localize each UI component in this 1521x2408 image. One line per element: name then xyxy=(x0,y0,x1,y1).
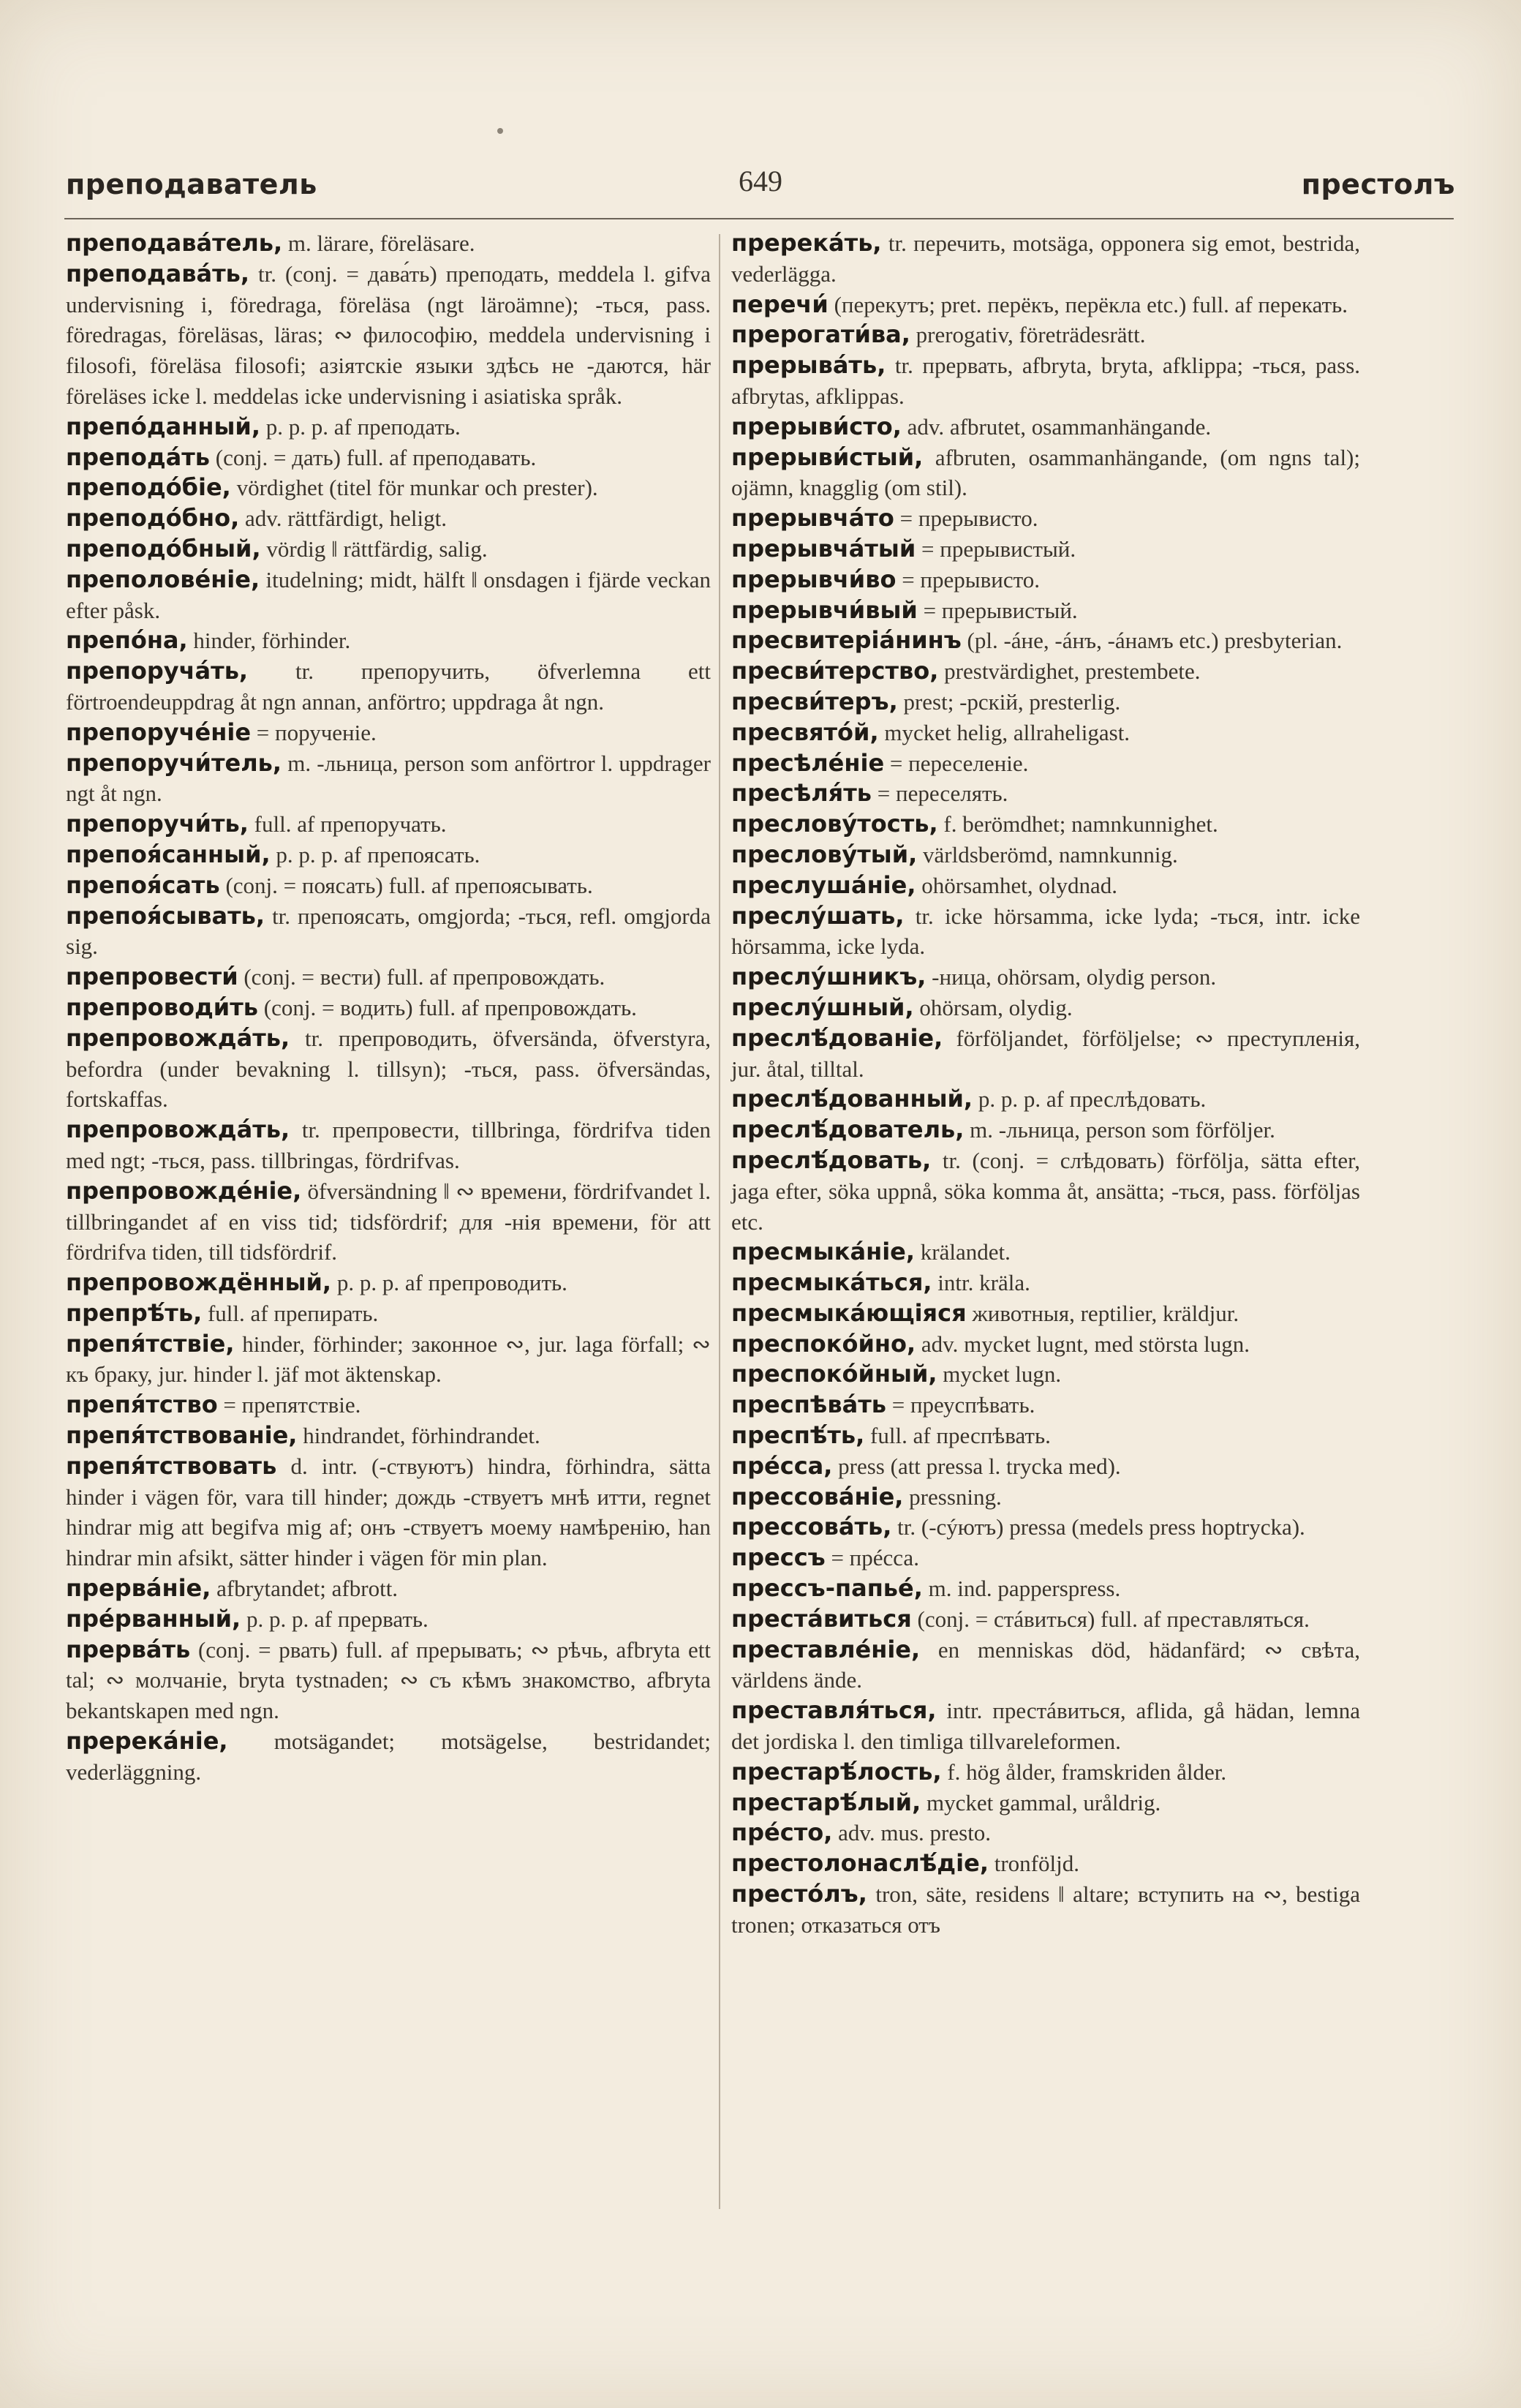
entry-headword: препоруче́ніе xyxy=(66,718,252,746)
entry-headword: пресѣле́ніе xyxy=(731,748,885,777)
entry-headword: препоя́сать xyxy=(66,870,220,899)
dictionary-entry xyxy=(731,1788,1360,1818)
entry-headword: пресмыкáться, xyxy=(731,1268,932,1297)
dictionary-entry xyxy=(66,870,711,901)
dictionary-entry xyxy=(731,1696,1360,1757)
entry-headword: преспокóйный, xyxy=(731,1360,937,1388)
entry-headword: препоручи́тель, xyxy=(66,748,282,777)
entry-definition: = прéсса. xyxy=(831,1545,919,1571)
entry-definition: (перекутъ; pret. перёкъ, перёкла etc.) full. af перекать. xyxy=(834,291,1348,317)
dictionary-entry xyxy=(731,534,1360,565)
dictionary-entry xyxy=(66,534,711,565)
dictionary-entry xyxy=(66,1268,711,1298)
entry-headword: перечи́ xyxy=(731,290,829,318)
entry-definition: = прерывисто. xyxy=(902,566,1040,592)
entry-definition: hinder, förhinder. xyxy=(193,628,351,654)
dictionary-entry xyxy=(66,993,711,1023)
entry-headword: прерва́ніе, xyxy=(66,1574,211,1603)
dictionary-entry xyxy=(731,1023,1360,1085)
header-last-word: престолъ xyxy=(1301,168,1455,200)
dictionary-entry xyxy=(66,1390,711,1421)
entry-definition: intr. kräla. xyxy=(937,1270,1030,1296)
dictionary-entry xyxy=(66,503,711,534)
entry-definition: adv. mycket lugnt, med största lugn. xyxy=(921,1331,1250,1357)
entry-headword: препо́данный, xyxy=(66,412,260,440)
entry-definition: tron, säte, residens ‖ altare; вступить на ∾, bestiga tronen; отказаться отъ xyxy=(731,1881,1360,1938)
entry-headword: прессовáть, xyxy=(731,1513,892,1541)
entry-headword: пресловýтый, xyxy=(731,840,918,868)
entry-definition: adv. rättfärdigt, heligt. xyxy=(244,505,448,532)
entry-definition: press (att pressa l. trycka med). xyxy=(838,1453,1121,1479)
dictionary-entry xyxy=(66,259,711,412)
entry-headword: преслушáніе, xyxy=(731,870,916,899)
entry-headword: препровожда́ть, xyxy=(66,1023,290,1052)
dictionary-entry xyxy=(66,962,711,993)
entry-headword: препровожда́ть, xyxy=(66,1115,290,1144)
dictionary-entry xyxy=(66,443,711,473)
entry-definition: mycket lugn. xyxy=(943,1361,1062,1388)
dictionary-entry xyxy=(731,320,1360,350)
entry-headword: прерывча́то xyxy=(731,504,894,533)
header-rule xyxy=(64,218,1454,219)
dictionary-entry xyxy=(731,1451,1360,1482)
entry-headword: пресвято́й, xyxy=(731,718,879,746)
entry-definition: tr. препроводить, öfversända, öfverstyra, befordra (under bevakning l. tillsyn); -ться, pass. öfversändas, fortskaffas. xyxy=(66,1025,711,1113)
entry-headword: престолонаслѣ́діе, xyxy=(731,1849,989,1878)
dictionary-entry xyxy=(731,1421,1360,1451)
entry-headword: препоя́сывать, xyxy=(66,901,265,930)
dictionary-entry xyxy=(731,443,1360,504)
dictionary-entry xyxy=(66,1573,711,1604)
entry-definition: животныя, reptilier, kräldjur. xyxy=(972,1300,1239,1326)
entry-headword: преспѣ́ть, xyxy=(731,1421,865,1450)
entry-headword: пререка́ніе, xyxy=(66,1727,228,1756)
entry-headword: препровождённый, xyxy=(66,1268,332,1297)
dictionary-entry xyxy=(731,1573,1360,1604)
entry-headword: препровожде́ніе, xyxy=(66,1176,302,1205)
entry-headword: преслýшникъ, xyxy=(731,963,926,991)
dictionary-entry xyxy=(731,1635,1360,1696)
entry-headword: преспѣвáть xyxy=(731,1391,886,1419)
dictionary-entry xyxy=(731,687,1360,718)
dictionary-entry xyxy=(731,870,1360,901)
entry-headword: пресловýтость, xyxy=(731,810,938,838)
entry-definition: (conj. = поясать) full. af препоясывать. xyxy=(225,872,593,898)
entry-definition: adv. afbrutet, osammanhängande. xyxy=(907,413,1212,440)
entry-headword: пре́рванный, xyxy=(66,1604,241,1633)
entry-definition: full. af препирать. xyxy=(207,1300,379,1326)
entry-definition: full. af препоручать. xyxy=(254,811,447,838)
dictionary-entry xyxy=(66,1329,711,1391)
dictionary-entry xyxy=(731,1145,1360,1237)
entry-definition: adv. mus. presto. xyxy=(838,1820,992,1846)
entry-headword: препроводи́ть xyxy=(66,993,258,1021)
entry-definition: intr. престáвиться, aflida, gå hädan, lemna det jordiska l. den timliga tillvareleformen. xyxy=(731,1698,1361,1755)
dictionary-entry xyxy=(731,901,1360,963)
dictionary-entry xyxy=(731,656,1360,687)
dictionary-entry xyxy=(731,1512,1360,1543)
dictionary-entry xyxy=(66,1115,711,1176)
dictionary-entry xyxy=(731,809,1360,840)
entry-definition: (conj. = стáвиться) full. af преставляться. xyxy=(917,1606,1310,1632)
entry-headword: пресмыкáніе, xyxy=(731,1238,916,1266)
entry-definition: (conj. = рвать) full. af прерывать; ∾ рѣчь, afbryta ett tal; ∾ молчаніе, bryta tystnaden; ∾ съ кѣмъ знакомство, afbryta bekantskapen med ngn. xyxy=(66,1636,711,1724)
dictionary-entry xyxy=(731,1329,1360,1360)
entry-definition: ohörsamhet, olydnad. xyxy=(921,872,1118,898)
entry-definition: p. p. p. af препоясать. xyxy=(276,841,480,868)
entry-definition: förföljandet, förföljelse; ∾ преступленія, jur. åtal, tilltal. xyxy=(731,1025,1360,1082)
entry-definition: p. p. p. af преслѣдовать. xyxy=(978,1086,1207,1113)
entry-definition: = прерывисто. xyxy=(899,505,1038,532)
dictionary-entry xyxy=(66,1604,711,1635)
entry-headword: прерывча́тый xyxy=(731,534,916,563)
entry-headword: препрѣ́ть, xyxy=(66,1298,203,1327)
entry-headword: пресѣля́ть xyxy=(731,779,872,808)
entry-headword: престáвиться xyxy=(731,1604,912,1633)
dictionary-entry xyxy=(731,1115,1360,1145)
entry-headword: прессъ-папьé, xyxy=(731,1574,923,1603)
dictionary-entry xyxy=(66,1635,711,1726)
dictionary-entry xyxy=(66,1298,711,1329)
entry-definition: d. intr. (-ствуютъ) hindra, förhindra, sätta hinder i vägen för, vara till hinder; дождь -ствуетъ мнѣ итти, regnet hindrar mig att begifva mig af; онъ -ствуетъ моему намѣренію, han hindrar min afsikt, sätter hinder i vägen för min plan. xyxy=(66,1453,711,1571)
entry-headword: прерва́ть xyxy=(66,1635,191,1663)
right-column xyxy=(731,228,1360,1941)
entry-definition: hinder, förhinder; законное ∾, jur. laga förfall; ∾ къ браку, jur. hinder l. jäf mot äktenskap. xyxy=(66,1331,712,1388)
entry-definition: mycket helig, allraheligast. xyxy=(884,719,1131,745)
entry-definition: m. -льница, person som anförtror l. uppdrager ngt åt ngn. xyxy=(66,750,712,807)
entry-definition: f. hög ålder, framskriden ålder. xyxy=(947,1758,1227,1785)
dictionary-entry xyxy=(66,748,711,810)
entry-definition: f. berömdhet; namnkunnighet. xyxy=(943,811,1218,838)
entry-definition: (conj. = дать) full. af преподавать. xyxy=(215,444,537,470)
entry-definition: p. p. p. af прервать. xyxy=(246,1606,429,1632)
entry-definition: afbruten, osammanhängande, (om ngns tal); ojämn, knagglig (om stil). xyxy=(731,444,1360,501)
dictionary-entry xyxy=(731,962,1360,993)
entry-definition: = препятствіе. xyxy=(223,1392,361,1418)
left-column xyxy=(66,228,711,1788)
dictionary-entry xyxy=(66,840,711,870)
entry-definition: tr. icke hörsamma, icke lyda; -ться, intr. icke hörsamma, icke lyda. xyxy=(731,903,1361,960)
dictionary-entry xyxy=(66,412,711,443)
page-number: 649 xyxy=(739,165,782,197)
paper-speck xyxy=(497,128,503,134)
dictionary-entry xyxy=(731,503,1360,534)
entry-definition: m. -льница, person som förföljer. xyxy=(970,1117,1275,1143)
entry-headword: препода́ть xyxy=(66,443,211,471)
entry-definition: full. af преспѣвать. xyxy=(870,1423,1051,1449)
entry-definition: öfversändning ‖ ∾ времени, fördrifvandet l. tillbringandet af en viss tid; tidsfördrif; для -нія времени, för att fördrifva tiden, till tidsfördrif. xyxy=(66,1178,711,1265)
entry-headword: преспокóйно, xyxy=(731,1329,916,1358)
entry-headword: пресвитеріа́нинъ xyxy=(731,626,962,655)
dictionary-entry xyxy=(66,1023,711,1115)
dictionary-entry xyxy=(731,565,1360,595)
header-first-word: преподаватель xyxy=(66,168,317,200)
entry-definition: tr. препровести, tillbringa, fördrifva tiden med ngt; -ться, pass. tillbringas, fördrifvas. xyxy=(66,1117,711,1173)
entry-headword: преставлéніе, xyxy=(731,1635,921,1663)
entry-definition: tr. препоручить, öfverlemna ett förtroendeuppdrag åt ngn annan, anförtro; uppdraga åt ngn. xyxy=(66,658,711,715)
dictionary-entry xyxy=(66,625,711,656)
dictionary-entry xyxy=(731,1237,1360,1268)
dictionary-entry xyxy=(731,1084,1360,1115)
dictionary-entry xyxy=(731,1298,1360,1329)
entry-headword: препровести́ xyxy=(66,963,238,991)
entry-headword: прéсто, xyxy=(731,1818,833,1847)
entry-headword: преслѣ́дованный, xyxy=(731,1085,973,1113)
entry-headword: прерогати́ва, xyxy=(731,320,910,349)
entry-definition: -ница, ohörsam, olydig person. xyxy=(932,964,1217,990)
entry-headword: препоруча́ть, xyxy=(66,657,249,685)
entry-definition: tronföljd. xyxy=(994,1851,1079,1877)
dictionary-entry xyxy=(731,350,1360,412)
entry-headword: преподо́бный, xyxy=(66,534,261,563)
entry-headword: прессовáніе, xyxy=(731,1482,904,1510)
entry-definition: tr. перечить, motsäga, opponera sig emot, bestrida, vederlägga. xyxy=(731,230,1361,287)
entry-headword: преслýшный, xyxy=(731,993,914,1021)
entry-definition: p. p. p. af препроводить. xyxy=(336,1270,567,1296)
entry-definition: = прерывистый. xyxy=(923,597,1078,623)
dictionary-entry xyxy=(731,412,1360,443)
entry-headword: пресви́терство, xyxy=(731,657,939,685)
entry-definition: prestvärdighet, prestembete. xyxy=(944,658,1201,685)
entry-definition: (pl. -áне, -áнъ, -áнамъ etc.) presbyterian. xyxy=(967,628,1343,654)
entry-headword: преставля́ться, xyxy=(731,1696,937,1725)
entry-headword: престóлъ, xyxy=(731,1880,867,1908)
entry-headword: препя́тствовать xyxy=(66,1451,277,1480)
entry-headword: преподава́тель, xyxy=(66,229,283,257)
entry-headword: пререка́ть, xyxy=(731,229,882,257)
dictionary-entry xyxy=(731,993,1360,1023)
dictionary-entry xyxy=(731,1818,1360,1848)
dictionary-entry xyxy=(66,228,711,259)
entry-definition: prerogativ, företrädesrätt. xyxy=(916,322,1146,348)
entry-headword: прерывчи́во xyxy=(731,565,897,593)
dictionary-entry xyxy=(66,901,711,963)
entry-definition: afbrytandet; afbrott. xyxy=(216,1576,399,1602)
entry-headword: преслѣ́дователь, xyxy=(731,1115,965,1144)
entry-headword: прерывчи́вый xyxy=(731,595,918,624)
dictionary-entry xyxy=(66,565,711,626)
entry-headword: пресви́теръ, xyxy=(731,687,898,715)
entry-headword: преслýшать, xyxy=(731,901,905,930)
entry-definition: m. lärare, föreläsare. xyxy=(287,230,475,256)
entry-definition: (conj. = водить) full. af препровождать. xyxy=(263,994,637,1020)
entry-definition: världsberömd, namnkunnig. xyxy=(923,841,1178,868)
dictionary-entry xyxy=(731,290,1360,320)
dictionary-entry xyxy=(731,1604,1360,1635)
entry-headword: препоя́санный, xyxy=(66,840,271,868)
entry-headword: преполове́ніе, xyxy=(66,565,260,593)
entry-headword: преподо́бно, xyxy=(66,504,240,533)
entry-definition: hindrandet, förhindrandet. xyxy=(303,1423,540,1449)
entry-definition: tr. (conj. = дава́ть) преподать, meddela l. gifva undervisning i, föredraga, föreläsa (ngt läroämne); -ться, pass. föredragas, föreläsas, läras; ∾ философію, meddela undervisning i filosofi, föreläsa filosofi; азіятскіе языки здѣсь не -даются, här föreläses icke l. meddelas icke undervisning i asiatiska språk. xyxy=(66,260,712,409)
dictionary-entry xyxy=(731,1543,1360,1573)
entry-headword: прерыви́стый, xyxy=(731,443,924,471)
entry-headword: преподо́біе, xyxy=(66,473,231,502)
dictionary-entry xyxy=(66,1176,711,1268)
dictionary-entry xyxy=(731,748,1360,779)
dictionary-entry xyxy=(66,1421,711,1451)
entry-headword: прерыви́сто, xyxy=(731,412,902,440)
entry-definition: vördig ‖ rättfärdig, salig. xyxy=(266,535,488,562)
entry-definition: = переселять. xyxy=(877,780,1008,807)
dictionary-entry xyxy=(731,1482,1360,1513)
entry-headword: преслѣ́довать, xyxy=(731,1145,932,1174)
entry-definition: tr. (conj. = слѣдовать) förfölja, sätta efter, jaga efter, söka uppnå, söka komma åt, ansätta; -ться, pass. förföljas etc. xyxy=(731,1147,1360,1235)
dictionary-entry xyxy=(731,1879,1360,1941)
entry-definition: tr. прервать, afbryta, bryta, afklippa; -ться, pass. afbrytas, afklippas. xyxy=(731,353,1361,409)
entry-definition: = прерывистый. xyxy=(921,535,1076,562)
entry-headword: преподава́ть, xyxy=(66,259,250,287)
entry-headword: преслѣ́дованіе, xyxy=(731,1023,943,1052)
entry-headword: престарѣ́лость, xyxy=(731,1757,942,1786)
dictionary-entry xyxy=(731,1390,1360,1421)
dictionary-entry xyxy=(66,1726,711,1788)
entry-definition: m. ind. papperspress. xyxy=(928,1576,1121,1602)
entry-definition: itudelning; midt, hälft ‖ onsdagen i fjärde veckan efter påsk. xyxy=(66,566,711,623)
dictionary-entry xyxy=(731,778,1360,809)
dictionary-entry xyxy=(731,595,1360,626)
entry-definition: pressning. xyxy=(909,1483,1002,1510)
entry-definition: = порученіе. xyxy=(256,719,377,745)
dictionary-entry xyxy=(731,840,1360,870)
dictionary-entry xyxy=(731,718,1360,748)
entry-definition: krälandet. xyxy=(920,1239,1011,1265)
entry-headword: пресмыкáющіяся xyxy=(731,1298,967,1327)
dictionary-entry xyxy=(731,1268,1360,1298)
page-header xyxy=(66,162,1455,214)
entry-headword: прéсса, xyxy=(731,1451,833,1480)
dictionary-entry xyxy=(66,1451,711,1573)
entry-definition: ohörsam, olydig. xyxy=(919,994,1073,1020)
dictionary-entry xyxy=(731,1848,1360,1879)
entry-headword: прессъ xyxy=(731,1543,826,1572)
dictionary-entry xyxy=(66,718,711,748)
entry-definition: mycket gammal, uråldrig. xyxy=(926,1789,1161,1816)
entry-headword: препя́тство xyxy=(66,1391,218,1419)
entry-definition: = переселеніе. xyxy=(889,750,1029,776)
entry-definition: tr. препоясать, omgjorda; -ться, refl. omgjorda sig. xyxy=(66,903,712,960)
entry-headword: прерыва́ть, xyxy=(731,351,886,380)
dictionary-entry xyxy=(66,809,711,840)
entry-headword: препя́тствіе, xyxy=(66,1329,235,1358)
entry-definition: vördighet (titel för munkar och prester). xyxy=(236,475,598,501)
entry-definition: en menniskas död, hädanfärd; ∾ свѣта, världens ände. xyxy=(731,1636,1360,1693)
entry-definition: prest; -рскій, presterlig. xyxy=(903,688,1121,715)
entry-headword: препя́тствованіе, xyxy=(66,1421,298,1450)
column-divider xyxy=(719,234,720,2209)
dictionary-entry xyxy=(731,1757,1360,1788)
entry-definition: tr. (-сýютъ) pressa (medels press hoptrycka). xyxy=(897,1514,1305,1540)
entry-headword: препо́на, xyxy=(66,626,188,655)
entry-definition: p. p. p. af преподать. xyxy=(265,413,461,440)
entry-definition: = преуспѣвать. xyxy=(891,1392,1035,1418)
entry-headword: престарѣ́лый, xyxy=(731,1788,921,1816)
dictionary-entry xyxy=(731,625,1360,656)
dictionary-entry xyxy=(731,1359,1360,1390)
entry-definition: (conj. = вести) full. af препровождать. xyxy=(244,964,605,990)
dictionary-entry xyxy=(731,228,1360,290)
dictionary-entry xyxy=(66,473,711,503)
entry-headword: препоручи́ть, xyxy=(66,810,249,838)
entry-definition: motsägandet; motsägelse, bestridandet; vederläggning. xyxy=(66,1728,711,1785)
dictionary-entry xyxy=(66,656,711,718)
